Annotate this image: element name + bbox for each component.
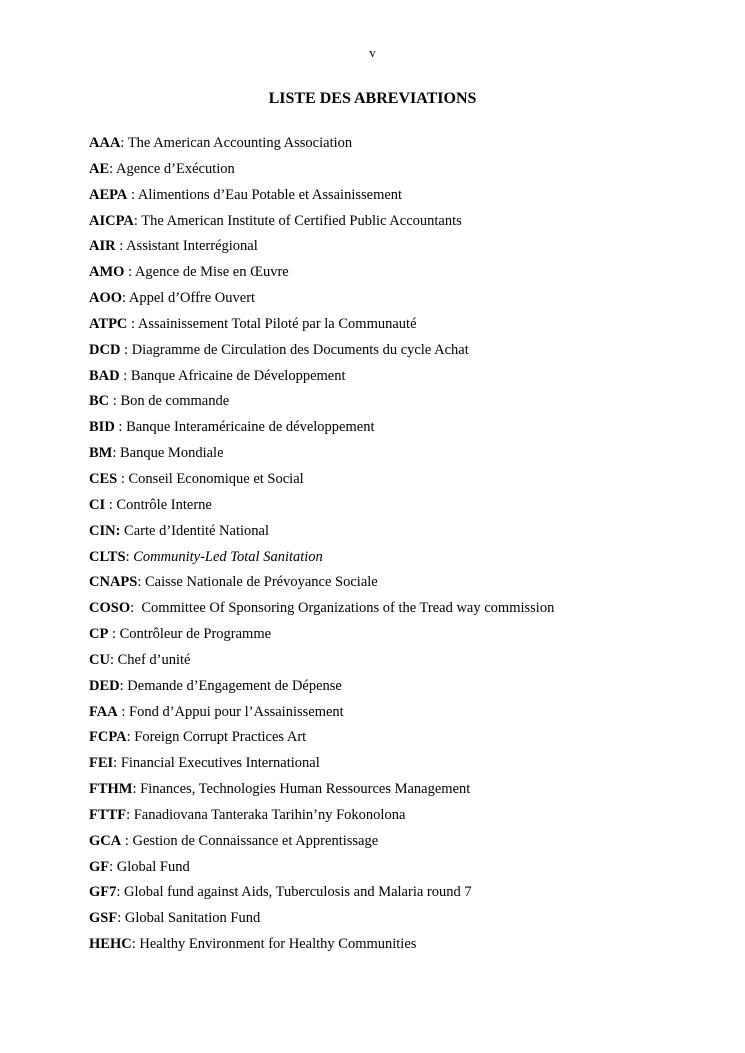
abbreviation-definition: Finances, Technologies Human Ressources Management: [140, 781, 471, 798]
abbreviation-definition: Carte d’Identité National: [124, 522, 269, 539]
abbreviation-entry: [89, 391, 729, 417]
abbreviation-definition: Contrôleur de Programme: [119, 626, 272, 643]
abbreviation-separator: :: [109, 393, 121, 410]
abbreviation-definition: Diagramme de Circulation des Documents du cycle Achat: [131, 341, 469, 358]
abbreviation-code: CNAPS: [89, 574, 138, 591]
abbreviation-code: COSO: [89, 600, 131, 617]
abbreviation-separator: :: [117, 703, 130, 720]
abbreviation-entry: [89, 598, 729, 624]
abbreviation-separator: :: [127, 186, 138, 203]
abbreviation-separator: :: [114, 419, 127, 436]
abbreviation-definition: Global Sanitation Fund: [124, 910, 261, 927]
abbreviation-entry: [89, 702, 729, 728]
abbreviation-code: ATPC: [89, 315, 128, 332]
abbreviation-code: AE: [89, 160, 110, 177]
abbreviation-separator: :: [137, 574, 145, 591]
abbreviation-code: GSF: [89, 910, 118, 927]
abbreviation-definition: Foreign Corrupt Practices Art: [134, 729, 307, 746]
abbreviation-entry: [89, 495, 729, 521]
abbreviation-entry: [89, 340, 729, 366]
abbreviation-separator: :: [133, 212, 142, 229]
abbreviation-code: GF: [89, 858, 110, 875]
page-title: LISTE DES ABREVIATIONS: [268, 90, 477, 107]
abbreviation-entry: [89, 753, 729, 779]
abbreviation-entry: [89, 882, 729, 908]
abbreviation-entry: [89, 185, 729, 211]
abbreviation-separator: :: [117, 910, 125, 927]
abbreviation-separator: :: [105, 496, 117, 513]
abbreviation-code: DCD: [89, 341, 121, 358]
abbreviation-code: AEPA: [89, 186, 128, 203]
abbreviation-separator: :: [119, 367, 131, 384]
abbreviation-code: BC: [89, 393, 110, 410]
abbreviation-code: AAA: [89, 135, 121, 151]
abbreviation-code: CU: [89, 651, 110, 668]
abbreviation-definition: Fanadiovana Tanteraka Tarihin’ny Fokonolona: [133, 806, 406, 823]
abbreviation-separator: :: [109, 651, 118, 668]
abbreviation-code: FEI: [89, 755, 114, 772]
abbreviation-code: CIN:: [89, 522, 121, 539]
abbreviation-separator: :: [126, 806, 134, 823]
abbreviation-separator: :: [120, 341, 132, 358]
abbreviation-separator: :: [132, 781, 141, 798]
abbreviation-code: AIR: [89, 238, 116, 255]
abbreviation-definition: Bon de commande: [120, 393, 230, 410]
abbreviation-code: CES: [89, 470, 118, 487]
abbreviation-entry: [89, 624, 729, 650]
abbreviation-definition: Assistant Interrégional: [126, 238, 258, 255]
abbreviation-code: HEHC: [89, 936, 132, 953]
abbreviation-separator: :: [126, 729, 135, 746]
abbreviation-entry: [89, 133, 729, 159]
abbreviation-entry: [89, 159, 729, 185]
abbreviation-entry: [89, 236, 729, 262]
abbreviation-definition: Caisse Nationale de Prévoyance Sociale: [145, 574, 378, 591]
abbreviation-code: AICPA: [89, 212, 134, 229]
abbreviation-entry: [89, 211, 729, 237]
abbreviation-definition: Fond d’Appui pour l’Assainissement: [129, 703, 344, 720]
abbreviation-entry: [89, 831, 729, 857]
abbreviation-definition: The American Institute of Certified Public Accountants: [141, 212, 462, 229]
abbreviation-definition: Demande d’Engagement de Dépense: [127, 677, 342, 694]
abbreviation-separator: :: [124, 264, 135, 281]
abbreviation-code: CLTS: [89, 548, 126, 565]
abbreviation-definition: Assainissement Total Piloté par la Communauté: [137, 315, 417, 332]
abbreviation-definition: Contrôle Interne: [116, 496, 212, 513]
abbreviation-definition: Alimentions d’Eau Potable et Assainissement: [137, 186, 403, 203]
abbreviation-definition: The American Accounting Association: [127, 135, 353, 151]
abbreviation-code: GF7: [89, 884, 117, 901]
abbreviation-entry: [89, 366, 729, 392]
abbreviation-separator: :: [112, 445, 121, 462]
abbreviation-entry: [89, 779, 729, 805]
abbreviation-separator: :: [119, 677, 128, 694]
abbreviation-separator: :: [108, 626, 120, 643]
abbreviation-entry: [89, 572, 729, 598]
abbreviation-separator: :: [127, 315, 138, 332]
abbreviation-entry: [89, 908, 729, 934]
abbreviation-separator: :: [131, 936, 140, 953]
abbreviation-separator: :: [122, 290, 129, 307]
abbreviation-entry: [89, 676, 729, 702]
abbreviation-definition: Committee Of Sponsoring Organizations of the Tread way commission: [141, 600, 555, 617]
abbreviation-definition: Community-Led Total Sanitation: [133, 548, 323, 565]
abbreviation-definition: Healthy Environment for Healthy Communities: [139, 936, 417, 953]
abbreviation-entry: [89, 727, 729, 753]
abbreviation-definition: Agence d’Exécution: [116, 160, 235, 177]
abbreviation-separator: :: [117, 470, 129, 487]
abbreviation-code: GCA: [89, 832, 122, 849]
abbreviation-code: AMO: [89, 264, 125, 281]
abbreviation-definition: Banque Africaine de Développement: [130, 367, 346, 384]
abbreviation-code: FTHM: [89, 781, 133, 798]
abbreviation-separator: :: [130, 600, 142, 617]
abbreviation-entry: [89, 857, 729, 883]
abbreviation-separator: :: [115, 238, 127, 255]
abbreviation-entry: [89, 805, 729, 831]
page-number: v: [369, 45, 376, 60]
abbreviation-entry: [89, 417, 729, 443]
abbreviation-code: CI: [89, 496, 106, 513]
abbreviation-entry: [89, 934, 729, 960]
abbreviation-code: BAD: [89, 367, 120, 384]
abbreviation-definition: Agence de Mise en Œuvre: [134, 264, 289, 281]
abbreviation-code: BID: [89, 419, 115, 436]
abbreviation-code: FTTF: [89, 806, 127, 823]
abbreviation-code: DED: [89, 677, 120, 694]
abbreviation-definition: Chef d’unité: [117, 651, 191, 668]
abbreviation-entry: [89, 547, 729, 573]
abbreviation-definition: Financial Executives International: [120, 755, 320, 772]
abbreviation-code: AOO: [89, 290, 123, 307]
abbreviation-entry: [89, 262, 729, 288]
abbreviation-separator: :: [113, 755, 121, 772]
abbreviation-separator: :: [120, 135, 128, 151]
abbreviation-separator: :: [125, 548, 134, 565]
abbreviation-separator: :: [109, 160, 117, 177]
abbreviation-list: [89, 133, 729, 960]
abbreviation-separator: :: [116, 884, 125, 901]
abbreviation-entry: [89, 650, 729, 676]
abbreviation-definition: Banque Interaméricaine de développement: [126, 419, 375, 436]
abbreviation-definition: Banque Mondiale: [120, 445, 224, 462]
abbreviation-definition: Conseil Economique et Social: [128, 470, 304, 487]
abbreviation-separator: :: [121, 832, 133, 849]
abbreviation-entry: [89, 288, 729, 314]
abbreviation-entry: [89, 314, 729, 340]
abbreviation-code: BM: [89, 445, 113, 462]
abbreviation-definition: Global fund against Aids, Tuberculosis and Malaria round 7: [124, 884, 472, 901]
abbreviation-definition: Gestion de Connaissance et Apprentissage: [132, 832, 379, 849]
abbreviation-code: FAA: [89, 703, 118, 720]
abbreviation-entry: [89, 521, 729, 547]
abbreviation-definition: Appel d’Offre Ouvert: [128, 290, 256, 307]
abbreviation-entry: [89, 469, 729, 495]
abbreviation-definition: Global Fund: [116, 858, 190, 875]
abbreviation-separator: :: [109, 858, 117, 875]
abbreviation-code: CP: [89, 626, 109, 643]
abbreviation-entry: [89, 443, 729, 469]
abbreviation-code: FCPA: [89, 729, 127, 746]
